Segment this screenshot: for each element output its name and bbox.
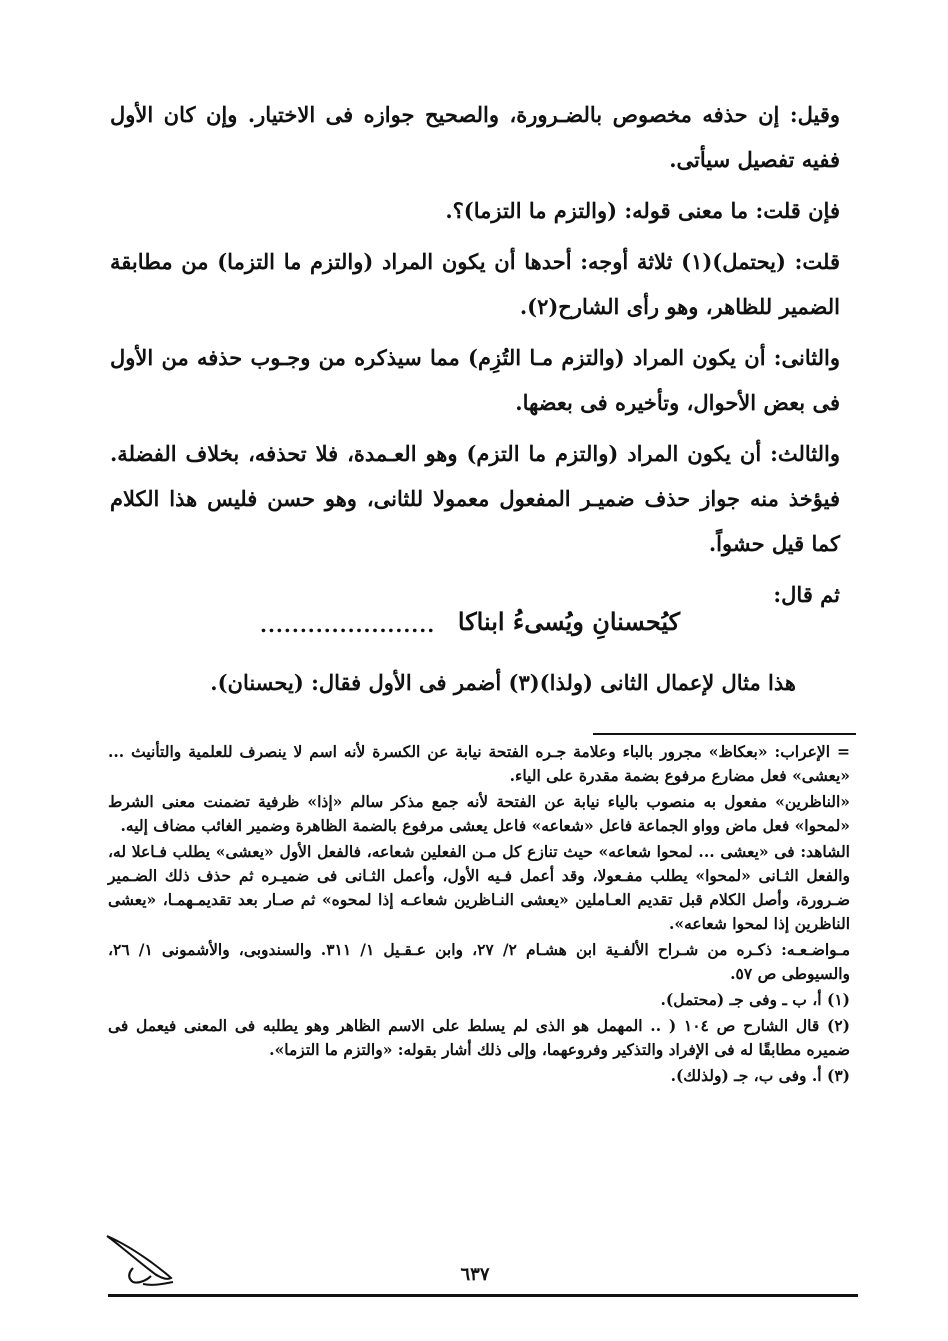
main-text: [110, 92, 840, 623]
verse-hemistich: كيُحسنانِ ويُسىءُ ابناكا: [457, 607, 680, 636]
bottom-rule: [108, 1294, 858, 1297]
footnote-2: (٢) قال الشارح ص ١٠٤ ( .. المهمل هو الذى لم يسلط على الاسم الظاهر وهو يطلبه فى المعنى فيعمل فى ضميره مطابقًا له فى الإفراد والتذكير وفروعهما، وإلى ذلك أشار بقوله: «والتزم ما التزما».: [108, 1016, 851, 1059]
verse-line: [260, 607, 680, 651]
paragraph-4: والثانى: أن يكون المراد (والتزم مـا التُزِم) مما سيذكره من وجـوب حذفه من الأول فى بعض الأحوال، وتأخيره فى بعضها.: [110, 345, 840, 415]
footnote-irab-cont: «الناظرين» مفعول به منصوب بالياء نيابة عن الفتحة لأنه جمع مذكر سالم «إذا» ظرفية تضمنت معنى الشرط «لمحوا» فعل ماض وواو الجماعة فاعل «شعاعه» فاعل يعشى مرفوع بالضمة الظاهرة وضمير الغائب مضاف إليه.: [108, 792, 850, 835]
page-number: ٦٣٧: [460, 1264, 490, 1285]
verse-ellipsis: ......................: [260, 613, 436, 637]
footnote-irab: = الإعراب: «بعكاظ» مجرور بالباء وعلامة جـره الفتحة نيابة عن الكسرة لأنه اسم لا ينصرف للعلمية والتأنيث ... «يعشى» فعل مضارع مرفوع بضمة مقدرة على الياء.: [108, 742, 850, 785]
paragraph-2: فإن قلت: ما معنى قوله: (والتزم ما التزما)؟.: [445, 198, 840, 223]
footnote-separator: [593, 733, 856, 735]
paragraph-6: ثم قال:: [773, 582, 840, 607]
paragraph-3: قلت: (يحتمل)(١) ثلاثة أوجه: أحدها أن يكون المراد (والتزم ما التزما) من مطابقة الضمير للظاهر، وهو رأى الشارح(٢).: [110, 249, 841, 319]
paragraph-1: وقيل: إن حذفه مخصوص بالضـرورة، والصحيح جوازه فى الاختيار. وإن كان الأول ففيه تفصيل سيأتى.: [110, 102, 840, 172]
paragraph-5: والثالث: أن يكون المراد (والتزم ما التزم) وهو العـمدة، فلا تحذفه، بخلاف الفضلة. فيؤخذ منه جواز حذف ضميـر المفعول معمولا للثانى، وهو حسن فليس هذا الكلام كما قيل حشواً.: [110, 441, 840, 556]
footnote-1: (١) أ، ب ـ وفى جـ (محتمل).: [660, 990, 850, 1009]
footnote-3: (٣) أ. وفى ب، جـ (ولذلك).: [670, 1066, 850, 1085]
after-verse-text: هذا مثال لإعمال الثانى (ولذا)(٣) أضمر فى الأول فقال: (يحسنان).: [210, 670, 796, 695]
footnotes: [108, 740, 850, 1090]
quill-icon: [103, 1228, 175, 1290]
footnote-mawadi: مـواضـعـه: ذكـره من شـراح الألفـية ابن هشـام ٢/ ٢٧، وابن عـقـيل ١/ ٣١١. والسندوبى، والأشمونى ١/ ٢٦، والسيوطى ص ٥٧.: [108, 940, 851, 983]
footnote-shahid: الشاهد: فى «يعشى ... لمحوا شعاعه» حيث تنازع كل مـن الفعلين شعاعه، فالفعل الأول «يعشى» يطلب فـاعلا له، والفعل الثـانى «لمحوا» يطلب مفـعولا، وقد أعمل فـيه الأول، وأعمل الثـانى فى ضميـره ثم حذف ذلك الضـمير ضـرورة، وأصل الكلام قبل تقديم العـاملين «يعشى النـاظرين شعاعـه إذا لمحوه» ثم صـار بعد تقديمـهمـا، «يعشى الناظرين إذا لمحوا شعاعه».: [108, 842, 850, 933]
